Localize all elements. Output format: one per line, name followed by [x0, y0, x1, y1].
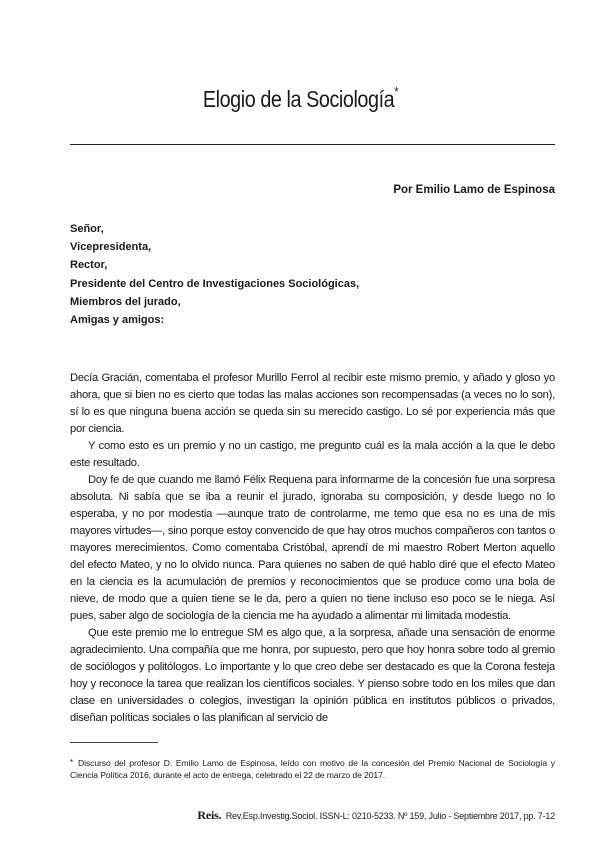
title-text: Elogio de la Sociología	[202, 86, 395, 112]
salutation-line: Miembros del jurado,	[70, 295, 181, 308]
title-rule	[70, 144, 555, 145]
footnote-text: Discurso del profesor D. Emilio Lamo de Espinosa, leído con motivo de la concesión del Premio Nacional de Sociología y Ciencia Política 2016, durante el acto de entrega, celebrado el 22 de marzo de 2017.	[70, 758, 555, 780]
salutation-line: Vicepresidenta,	[70, 241, 152, 254]
paragraph: Doy fe de que cuando me llamó Félix Requena para informarme de la concesión fue una sorpresa absoluta. Ni sabía que se iba a reunir el jurado, ignoraba su composición, y desde luego no lo esperaba, y no por modestia —aunque trato de controlarme, me temo que esa no es una de mis mayores virtudes—, sino porque estoy convencido de que hay otros muchos compañeros con tantos o mayores merecimientos. Como comentaba Cristóbal, aprendí de mi maestro Robert Merton aquello del efecto Mateo, y no lo olvido nunca. Para quienes no saben de qué hablo diré que el efecto Mateo en la ciencia es la acumulación de premios y reconocimientos que se produce como una bola de nieve, de modo que a quien tiene se le da, pero a quien no tiene incluso eso poco se le niega. Así pues, saber algo de sociología de la ciencia me ha ayudado a alimentar mi limitada modestia.	[70, 474, 555, 622]
salutation-block	[70, 220, 359, 329]
footnote-mark: *	[70, 758, 74, 767]
article-title	[42, 86, 559, 113]
author-byline: Por Emilio Lamo de Espinosa	[393, 184, 555, 196]
journal-citation: Rev.Esp.Investig.Sociol. ISSN-L: 0210-5233. Nº 159, Julio - Septiembre 2017, pp. 7-12	[225, 811, 555, 821]
salutation-line: Señor,	[70, 223, 104, 235]
paragraph: Que este premio me lo entregue SM es algo que, a la sorpresa, añade una sensación de enorme agradecimiento. Una compañía que me honra, por supuesto, pero que hoy honra sobre todo al gremio de sociólogos y politólogos. Lo importante y lo que creo debe ser destacado es que la Corona festeja hoy y reconoce la tarea que realizan los científicos sociales. Y pienso sobre todo en los miles que dan clase en universidades o colegios, investigan la opinión pública en institutos públicos o privados, diseñan políticas sociales o las planifican al servicio de	[70, 627, 555, 724]
footnote-rule	[70, 742, 158, 743]
journal-name: Reis.	[197, 808, 222, 822]
page-footer	[197, 808, 555, 823]
title-footnote-mark[interactable]: *	[394, 84, 399, 99]
paragraph: Y como esto es un premio y no un castigo, me pregunto cuál es la mala acción a la que le debo este resultado.	[70, 440, 555, 469]
footnote	[70, 757, 555, 781]
salutation-line: Amigas y amigos:	[70, 314, 165, 327]
body-text	[70, 370, 555, 727]
paragraph: Decía Gracián, comentaba el profesor Murillo Ferrol al recibir este mismo premio, y añado y gloso yo ahora, que si bien no es cierto que todas las malas acciones son recompensadas (a veces no lo son), sí lo es que ninguna buena acción se queda sin su merecido castigo. Lo sé por experiencia más que por ciencia.	[70, 372, 555, 435]
salutation-line: Rector,	[70, 259, 108, 272]
salutation-line: Presidente del Centro de Investigaciones Sociológicas,	[70, 277, 360, 290]
